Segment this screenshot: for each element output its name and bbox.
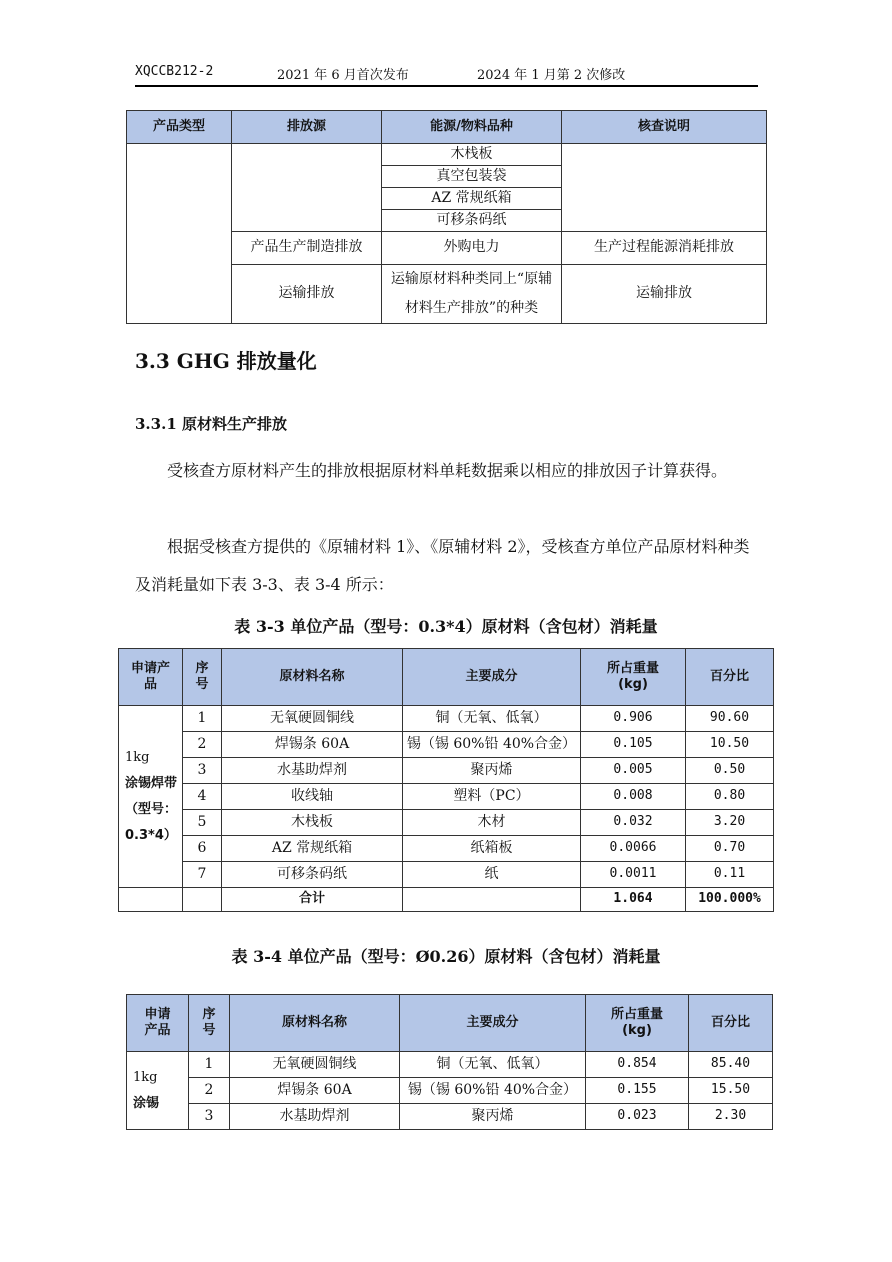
material-name: 焊锡条 60A [222, 732, 403, 758]
row-number: 5 [183, 810, 222, 836]
table-caption: 表 3-4 单位产品（型号：Ø0.26）原材料（含包材）消耗量 [231, 947, 661, 966]
emission-source-table [126, 110, 767, 324]
col-header: 产品类型 [127, 111, 232, 144]
percentage: 10.50 [686, 732, 774, 758]
main-component: 锡（锡 60%铅 40%合金） [400, 1078, 586, 1104]
material-item: 木栈板 [382, 144, 562, 166]
col-header: 序号 [183, 649, 222, 706]
material-name: 焊锡条 60A [230, 1078, 400, 1104]
row-number: 3 [189, 1104, 230, 1130]
row-number: 6 [183, 836, 222, 862]
weight-kg: 0.005 [581, 758, 686, 784]
material-table-3-3 [118, 648, 774, 912]
percentage: 0.50 [686, 758, 774, 784]
table-header-row [127, 995, 773, 1052]
percentage: 0.11 [686, 862, 774, 888]
doc-code: XQCCB212-2 [135, 64, 214, 79]
product-type-cell [127, 144, 232, 324]
paragraph: 受核查方原材料产生的排放根据原材料单耗数据乘以相应的排放因子计算获得。 [167, 461, 728, 480]
table-row [119, 706, 774, 732]
empty-cell [403, 888, 581, 912]
product-qty: 1kg [125, 749, 150, 765]
table-caption: 表 3-3 单位产品（型号：0.3*4）原材料（含包材）消耗量 [234, 617, 658, 636]
product-cell [119, 706, 183, 888]
paragraph: 根据受核查方提供的《原辅材料 1》、《原辅材料 2》，受核查方单位产品原材料种类及消耗量如下表 3-3、表 3-4 所示： [135, 537, 750, 594]
main-component: 铜（无氧、低氧） [400, 1052, 586, 1078]
item-cell: 外购电力 [382, 232, 562, 265]
main-component: 纸 [403, 862, 581, 888]
row-number: 7 [183, 862, 222, 888]
weight-kg: 0.155 [586, 1078, 689, 1104]
product-name: 涂锡 [133, 1095, 160, 1111]
total-percentage: 100.000% [686, 888, 774, 912]
table-row [119, 836, 774, 862]
percentage: 90.60 [686, 706, 774, 732]
col-header: 所占重量(kg) [586, 995, 689, 1052]
row-number: 2 [189, 1078, 230, 1104]
main-component: 锡（锡 60%铅 40%合金） [403, 732, 581, 758]
table-row [127, 1052, 773, 1078]
product-qty: 1kg [133, 1069, 158, 1085]
col-header: 能源/物料品种 [382, 111, 562, 144]
source-cell: 运输排放 [232, 265, 382, 324]
row-number: 1 [183, 706, 222, 732]
percentage: 0.70 [686, 836, 774, 862]
row-number: 3 [183, 758, 222, 784]
percentage: 3.20 [686, 810, 774, 836]
material-name: 收线轴 [222, 784, 403, 810]
col-header: 申请产品 [127, 995, 189, 1052]
table-row [127, 144, 767, 166]
main-component: 聚丙烯 [400, 1104, 586, 1130]
material-item: 可移条码纸 [382, 210, 562, 232]
table-row [119, 758, 774, 784]
col-header: 所占重量(kg) [581, 649, 686, 706]
weight-kg: 0.854 [586, 1052, 689, 1078]
material-name: AZ 常规纸箱 [222, 836, 403, 862]
material-name: 水基助焊剂 [222, 758, 403, 784]
row-number: 1 [189, 1052, 230, 1078]
col-header: 序号 [189, 995, 230, 1052]
col-header: 主要成分 [403, 649, 581, 706]
material-name: 木栈板 [222, 810, 403, 836]
material-name: 无氧硬圆铜线 [222, 706, 403, 732]
table-header-row [119, 649, 774, 706]
col-header: 排放源 [232, 111, 382, 144]
first-release: 2021 年 6 月首次发布 [277, 68, 409, 83]
row-number: 4 [183, 784, 222, 810]
subsection-heading: 3.3.1 原材料生产排放 [135, 415, 287, 433]
weight-kg: 0.008 [581, 784, 686, 810]
col-header: 原材料名称 [222, 649, 403, 706]
item-cell: 运输原材料种类同上“原辅材料生产排放”的种类 [382, 265, 562, 324]
table-row [119, 784, 774, 810]
main-component: 木材 [403, 810, 581, 836]
total-row [119, 888, 774, 912]
col-header: 申请产品 [119, 649, 183, 706]
table-row [119, 732, 774, 758]
percentage: 15.50 [689, 1078, 773, 1104]
product-name: 涂锡焊带（型号：0.3*4） [125, 775, 178, 843]
note-cell: 运输排放 [562, 265, 767, 324]
table-row [127, 1078, 773, 1104]
weight-kg: 0.906 [581, 706, 686, 732]
weight-kg: 0.105 [581, 732, 686, 758]
revision-info: 2024 年 1 月第 2 次修改 [477, 68, 626, 83]
row-number: 2 [183, 732, 222, 758]
table-row [119, 862, 774, 888]
main-component: 聚丙烯 [403, 758, 581, 784]
table-row [127, 1104, 773, 1130]
col-header: 主要成分 [400, 995, 586, 1052]
material-name: 水基助焊剂 [230, 1104, 400, 1130]
product-cell [127, 1052, 189, 1130]
table-header-row [127, 111, 767, 144]
source-cell [232, 144, 382, 232]
main-component: 塑料（PC） [403, 784, 581, 810]
note-cell [562, 144, 767, 232]
col-header: 百分比 [689, 995, 773, 1052]
col-header: 百分比 [686, 649, 774, 706]
weight-kg: 0.0066 [581, 836, 686, 862]
empty-cell [119, 888, 183, 912]
source-cell: 产品生产制造排放 [232, 232, 382, 265]
total-weight: 1.064 [581, 888, 686, 912]
percentage: 85.40 [689, 1052, 773, 1078]
main-component: 铜（无氧、低氧） [403, 706, 581, 732]
material-name: 无氧硬圆铜线 [230, 1052, 400, 1078]
weight-kg: 0.023 [586, 1104, 689, 1130]
main-component: 纸箱板 [403, 836, 581, 862]
weight-kg: 0.032 [581, 810, 686, 836]
section-heading: 3.3 GHG 排放量化 [135, 349, 317, 373]
percentage: 2.30 [689, 1104, 773, 1130]
col-header: 核查说明 [562, 111, 767, 144]
material-item: 真空包装袋 [382, 166, 562, 188]
empty-cell [183, 888, 222, 912]
note-cell: 生产过程能源消耗排放 [562, 232, 767, 265]
table-row [119, 810, 774, 836]
material-name: 可移条码纸 [222, 862, 403, 888]
material-item: AZ 常规纸箱 [382, 188, 562, 210]
total-label: 合计 [222, 888, 403, 912]
col-header: 原材料名称 [230, 995, 400, 1052]
material-table-3-4 [126, 994, 773, 1130]
percentage: 0.80 [686, 784, 774, 810]
header-rule [135, 85, 758, 87]
weight-kg: 0.0011 [581, 862, 686, 888]
